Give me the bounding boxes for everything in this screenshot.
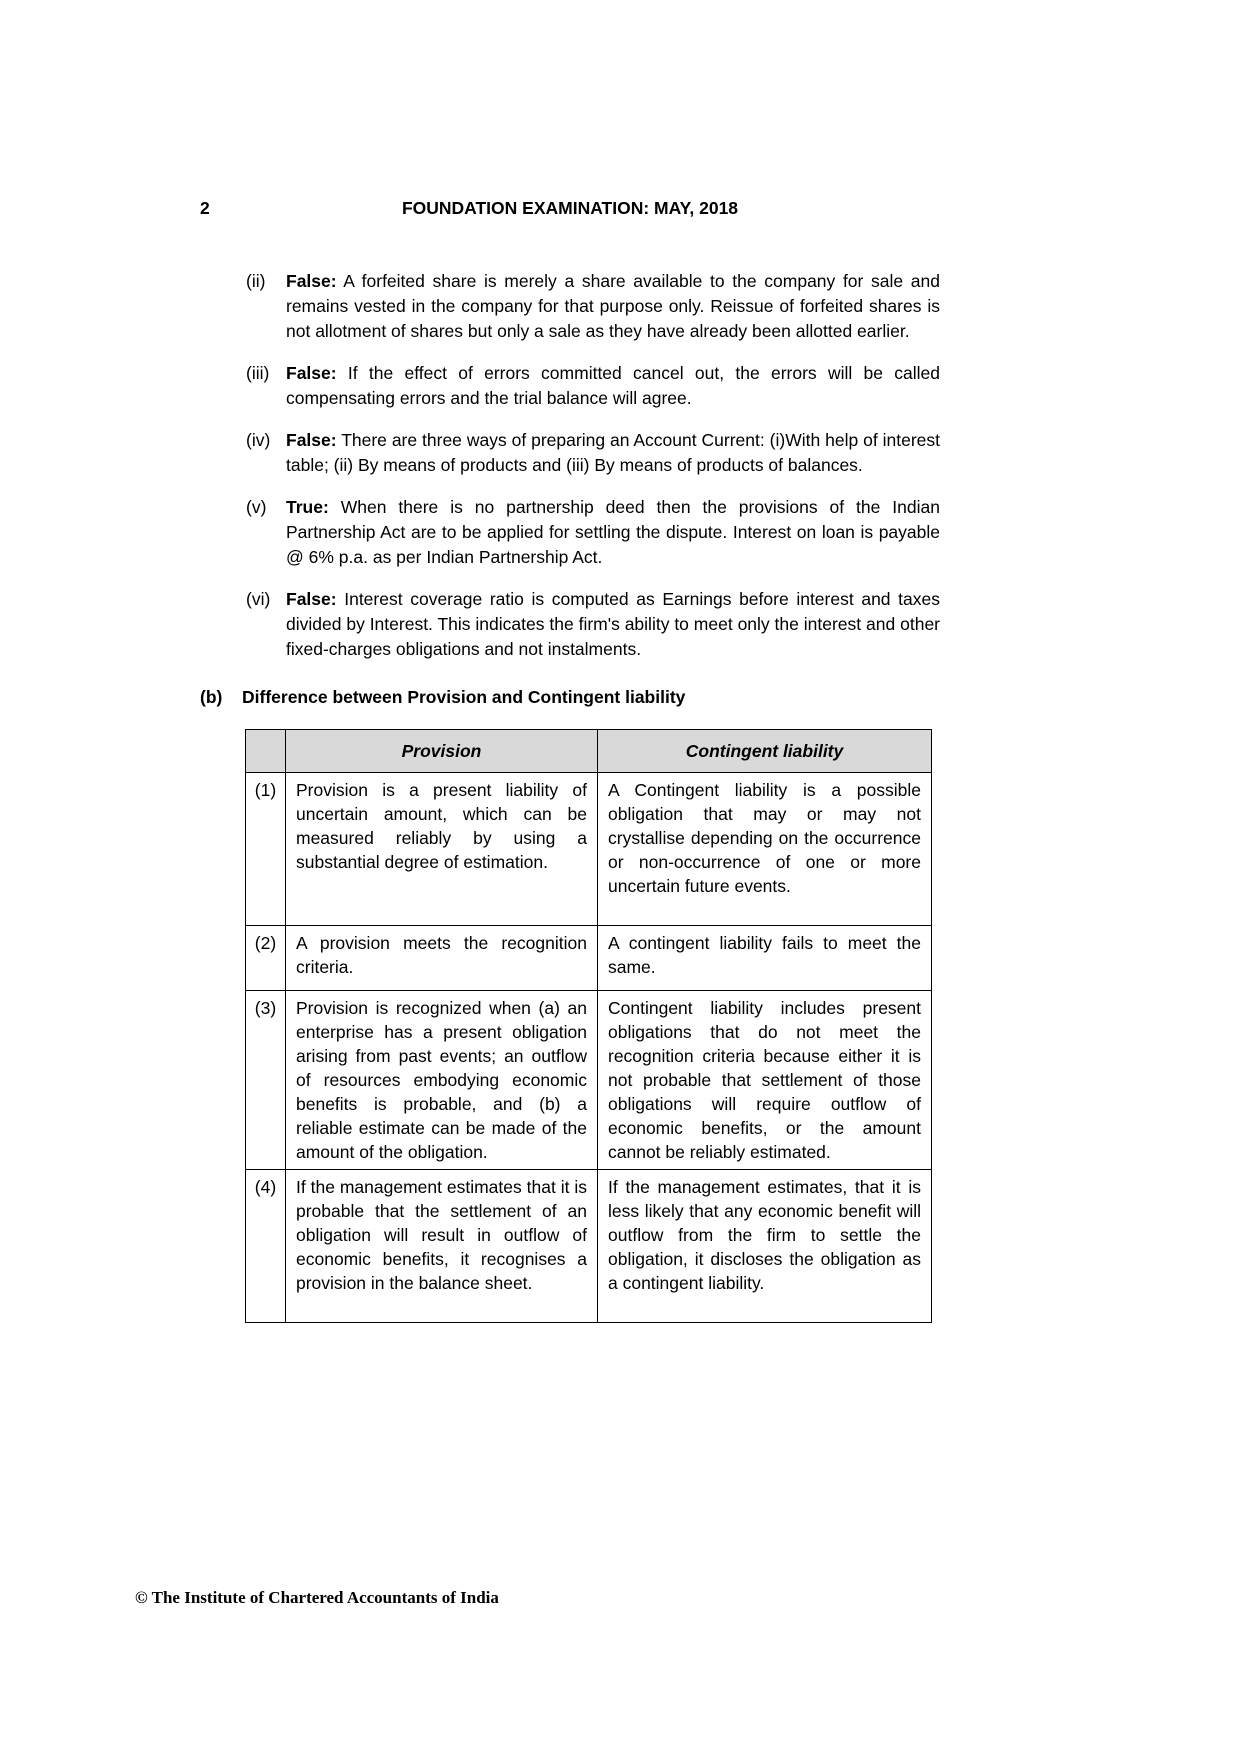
page-content [200, 269, 940, 1323]
row-number-cell: (4) [246, 1170, 286, 1323]
contingent-cell: If the management estimates, that it is less likely that any economic benefit will outflow from the firm to settle the obligation, it discloses the obligation as a contingent liability. [598, 1170, 932, 1323]
table-header-row [246, 730, 932, 773]
provision-contingent-table [245, 729, 932, 1323]
row-number-cell: (1) [246, 773, 286, 926]
answer-label: (v) [246, 497, 267, 517]
page-number: 2 [200, 198, 210, 218]
table-row-2 [246, 926, 932, 991]
provision-column-header: Provision [286, 730, 598, 773]
row-number-cell: (2) [246, 926, 286, 991]
row-number-cell: (3) [246, 991, 286, 1170]
answer-label: (vi) [246, 589, 271, 609]
provision-cell: Provision is a present liability of uncertain amount, which can be measured reliably by using a substantial degree of estimation. [286, 773, 598, 926]
page-header [200, 196, 940, 221]
answer-item-iii [200, 361, 940, 411]
answer-verdict: False: [286, 363, 337, 383]
answer-verdict: False: [286, 271, 337, 291]
answer-text [286, 587, 940, 662]
answer-label: (iii) [246, 363, 270, 383]
answer-verdict: False: [286, 430, 337, 450]
table-row-4 [246, 1170, 932, 1323]
answer-item-ii [200, 269, 940, 344]
contingent-cell: A Contingent liability is a possible obligation that may or may not crystallise depending on the occurrence or non-occurrence of one or more uncertain future events. [598, 773, 932, 926]
table-row-3 [246, 991, 932, 1170]
contingent-cell: A contingent liability fails to meet the same. [598, 926, 932, 991]
section-b-label: (b) [200, 687, 223, 707]
answer-text [286, 495, 940, 570]
table-row-1 [246, 773, 932, 926]
answer-body: Interest coverage ratio is computed as Earnings before interest and taxes divided by Interest. This indicates the firm's ability to meet only the interest and other fixed-charges obligations and not instalments. [286, 589, 940, 659]
answer-item-v [200, 495, 940, 570]
copyright-footer: © The Institute of Chartered Accountants of India [135, 1588, 499, 1607]
answer-text [286, 428, 940, 478]
contingent-cell: Contingent liability includes present obligations that do not meet the recognition criteria because either it is not probable that settlement of those obligations will require outflow of economic benefits, or the amount cannot be reliably estimated. [598, 991, 932, 1170]
answer-body: A forfeited share is merely a share available to the company for sale and remains vested in the company for that purpose only. Reissue of forfeited shares is not allotment of shares but only a sale as they have already been allotted earlier. [286, 271, 940, 341]
answer-body: When there is no partnership deed then the provisions of the Indian Partnership Act are to be applied for settling the dispute. Interest on loan is payable @ 6% p.a. as per Indian Partnership Act. [286, 497, 940, 567]
contingent-column-header: Contingent liability [598, 730, 932, 773]
answer-text [286, 361, 940, 411]
answer-verdict: True: [286, 497, 329, 517]
provision-cell: Provision is recognized when (a) an enterprise has a present obligation arising from past events; an outflow of resources embodying economic benefits is probable, and (b) a reliable estimate can be made of the amount of the obligation. [286, 991, 598, 1170]
section-b-title: Difference between Provision and Contingent liability [242, 687, 686, 707]
answer-body: If the effect of errors committed cancel out, the errors will be called compensating errors and the trial balance will agree. [286, 363, 940, 408]
answer-label: (iv) [246, 430, 271, 450]
section-b-heading [200, 685, 940, 710]
provision-cell: If the management estimates that it is probable that the settlement of an obligation will result in outflow of economic benefits, it recognises a provision in the balance sheet. [286, 1170, 598, 1323]
answer-text [286, 269, 940, 344]
answer-item-iv [200, 428, 940, 478]
answer-item-vi [200, 587, 940, 662]
answer-body: There are three ways of preparing an Account Current: (i)With help of interest table; (ii) By means of products and (iii) By means of products of balances. [286, 430, 940, 475]
answer-verdict: False: [286, 589, 337, 609]
empty-header-cell [246, 730, 286, 773]
answer-label: (ii) [246, 271, 266, 291]
provision-cell: A provision meets the recognition criteria. [286, 926, 598, 991]
document-title: FOUNDATION EXAMINATION: MAY, 2018 [401, 198, 739, 218]
